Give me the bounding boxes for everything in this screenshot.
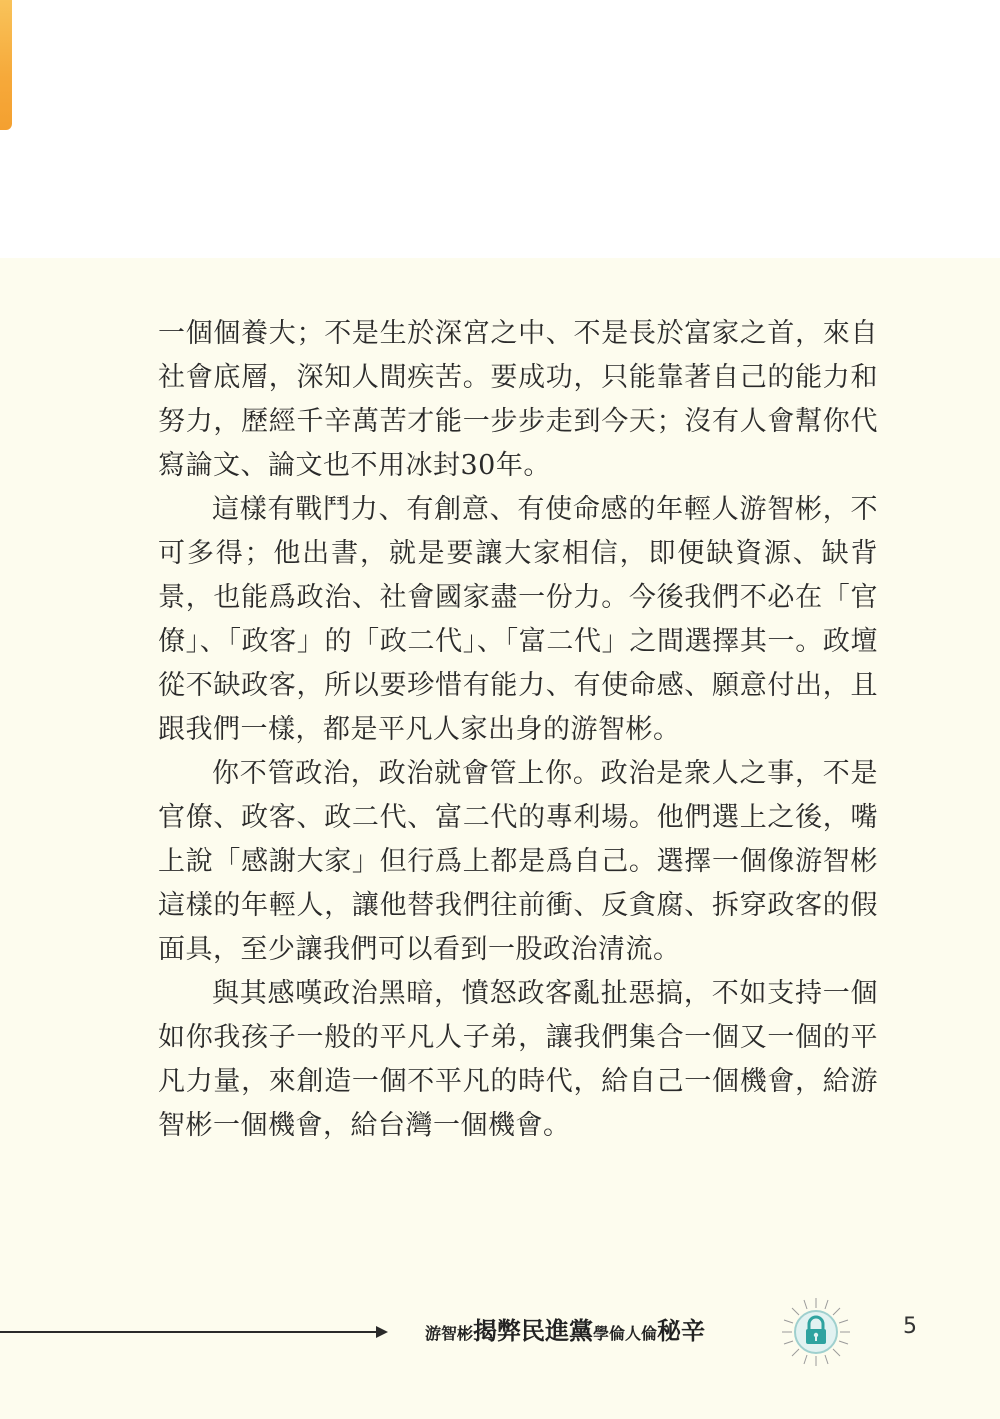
page-number: 5	[903, 1314, 917, 1339]
running-title-part-4: 秘辛	[657, 1317, 706, 1345]
footer-rule	[0, 1331, 378, 1333]
lock-icon	[780, 1296, 852, 1368]
corner-accent-decoration	[0, 0, 12, 130]
body-text	[158, 312, 878, 1148]
running-title-part-1: 游智彬	[425, 1324, 474, 1343]
paragraph-1: 一個個養大；不是生於深宮之中、不是長於富家之首，來自社會底層，深知人間疾苦。要成功，只能靠著自己的能力和努力，歷經千辛萬苦才能一步步走到今天；沒有人會幫你代寫論文、論文也不用冰封30年。	[158, 318, 878, 481]
running-title-part-2: 揭弊民進黨	[473, 1317, 594, 1345]
paragraph-2: 這樣有戰鬥力、有創意、有使命感的年輕人游智彬，不可多得；他出書，就是要讓大家相信，即便缺資源、缺背景，也能爲政治、社會國家盡一份力。今後我們不必在「官僚」、「政客」的「政二代」、「富二代」之間選擇其一。政壇從不缺政客，所以要珍惜有能力、有使命感、願意付出，且跟我們一樣，都是平凡人家出身的游智彬。	[158, 494, 878, 745]
top-blank-area	[0, 0, 1000, 258]
running-title-part-3: 學倫人倫	[593, 1324, 658, 1343]
arrow-right-icon	[376, 1326, 388, 1338]
paragraph-3: 你不管政治，政治就會管上你。政治是衆人之事，不是官僚、政客、政二代、富二代的專利場。他們選上之後，嘴上說「感謝大家」但行爲上都是爲自己。選擇一個像游智彬這樣的年輕人，讓他替我們往前衝、反貪腐、拆穿政客的假面具，至少讓我們可以看到一股政治清流。	[158, 758, 878, 965]
running-title	[425, 1316, 705, 1349]
page-footer	[0, 1296, 1000, 1366]
paragraph-4: 與其感嘆政治黑暗，憤怒政客亂扯惡搞，不如支持一個如你我孩子一般的平凡人子弟，讓我們集合一個又一個的平凡力量，來創造一個不平凡的時代，給自己一個機會，給游智彬一個機會，給台灣一個機會。	[158, 978, 878, 1141]
